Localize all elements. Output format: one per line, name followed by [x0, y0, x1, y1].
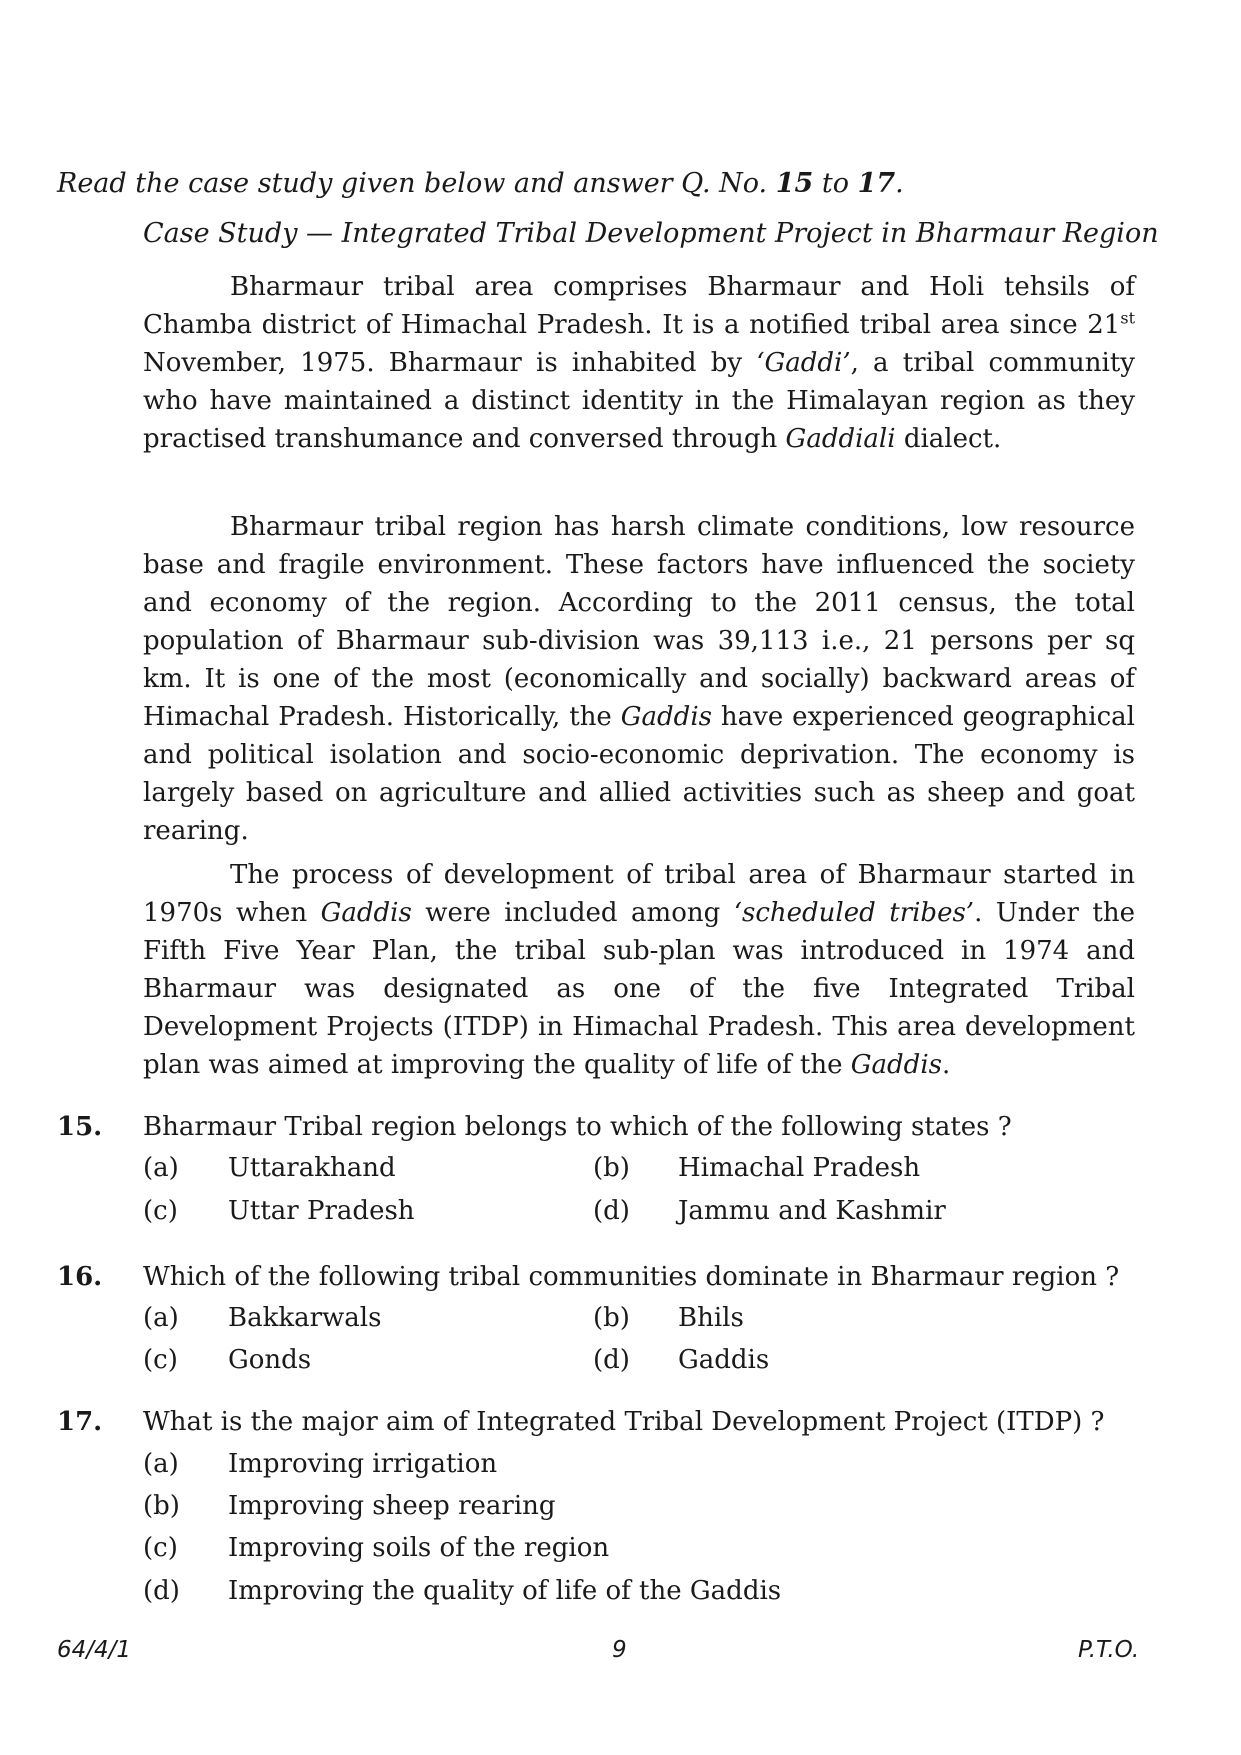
q15-option-a-text: Uttarakhand [228, 1153, 396, 1183]
term-gaddi: ‘Gaddi’ [756, 348, 851, 378]
q17-option-d-text: Improving the quality of life of the Gaddis [228, 1576, 782, 1606]
q17-option-d-label: (d) [143, 1576, 180, 1606]
q15-option-b-text: Himachal Pradesh [678, 1153, 921, 1183]
footer-paper-code: 64/4/1 [57, 1637, 132, 1663]
q16-option-d-text: Gaddis [678, 1345, 770, 1375]
case-study-paragraph-2: Bharmaur tribal region has harsh climate conditions, low resource base and fragile environment. These factors have influenced the society and economy of the region. According to the 2011 census, the total population of Bharmaur sub-division was 39,113 i.e., 21 persons per sq km. It is one of the most (economically and socially) backward areas of Himachal Pradesh. Historically, the Gaddis have experienced geographical and political isolation and socio-economic deprivation. The economy is largely based on agriculture and allied activities such as sheep and goat rearing. [143, 512, 1135, 846]
question-16-text: Which of the following tribal communities dominate in Bharmaur region ? [143, 1262, 1120, 1292]
q16-option-c-text: Gonds [228, 1345, 312, 1375]
term-gaddis: Gaddis [320, 898, 412, 928]
instruction-end: . [895, 168, 904, 199]
q15-option-c-label: (c) [143, 1196, 178, 1226]
instruction-to-word: to [813, 168, 858, 199]
q17-option-a-label: (a) [143, 1449, 179, 1479]
q16-option-c-label: (c) [143, 1345, 178, 1375]
question-15-number: 15. [57, 1112, 103, 1142]
instruction-text: Read the case study given below and answer Q. No. [57, 168, 776, 199]
case-study-title: Case Study — Integrated Tribal Development Project in Bharmaur Region [143, 218, 1159, 249]
instruction-to-number: 17 [857, 168, 896, 199]
question-15-text: Bharmaur Tribal region belongs to which of the following states ? [143, 1112, 1012, 1142]
term-scheduled-tribes: ‘scheduled tribes’ [733, 898, 975, 928]
term-gaddis: Gaddis [620, 702, 712, 732]
q16-option-d-label: (d) [593, 1345, 630, 1375]
instruction-from-number: 15 [775, 168, 814, 199]
q17-option-b-label: (b) [143, 1491, 180, 1521]
q17-option-b-text: Improving sheep rearing [228, 1491, 556, 1521]
q16-option-a-text: Bakkarwals [228, 1303, 382, 1333]
q15-option-d-text: Jammu and Kashmir [678, 1196, 946, 1226]
footer-page-number: 9 [612, 1637, 627, 1663]
q16-option-a-label: (a) [143, 1303, 179, 1333]
ordinal-superscript: st [1120, 308, 1135, 328]
question-16-number: 16. [57, 1262, 103, 1292]
term-gaddiali: Gaddiali [785, 424, 896, 454]
q17-option-c-text: Improving soils of the region [228, 1533, 610, 1563]
question-17-number: 17. [57, 1407, 103, 1437]
instruction [57, 168, 904, 199]
q17-option-a-text: Improving irrigation [228, 1449, 498, 1479]
q15-option-b-label: (b) [593, 1153, 630, 1183]
q15-option-c-text: Uttar Pradesh [228, 1196, 415, 1226]
term-gaddis: Gaddis [850, 1050, 942, 1080]
q16-option-b-text: Bhils [678, 1303, 744, 1333]
footer-pto: P.T.O. [1078, 1637, 1140, 1663]
q17-option-c-label: (c) [143, 1533, 178, 1563]
q15-option-d-label: (d) [593, 1196, 630, 1226]
question-17-text: What is the major aim of Integrated Tribal Development Project (ITDP) ? [143, 1407, 1105, 1437]
case-study-paragraph-1: Bharmaur tribal area comprises Bharmaur and Holi tehsils of Chamba district of Himachal Pradesh. It is a notified tribal area since 21st November, 1975. Bharmaur is inhabited by ‘Gaddi’, a tribal community who have maintained a distinct identity in the Himalayan region as they practised transhumance and conversed through Gaddiali dialect. [143, 272, 1135, 454]
q15-option-a-label: (a) [143, 1153, 179, 1183]
q16-option-b-label: (b) [593, 1303, 630, 1333]
case-study-paragraph-3: The process of development of tribal area of Bharmaur started in 1970s when Gaddis were included among ‘scheduled tribes’. Under the Fifth Five Year Plan, the tribal sub-plan was introduced in 1974 and Bharmaur was designated as one of the five Integrated Tribal Development Projects (ITDP) in Himachal Pradesh. This area development plan was aimed at improving the quality of life of the Gaddis. [143, 860, 1135, 1080]
